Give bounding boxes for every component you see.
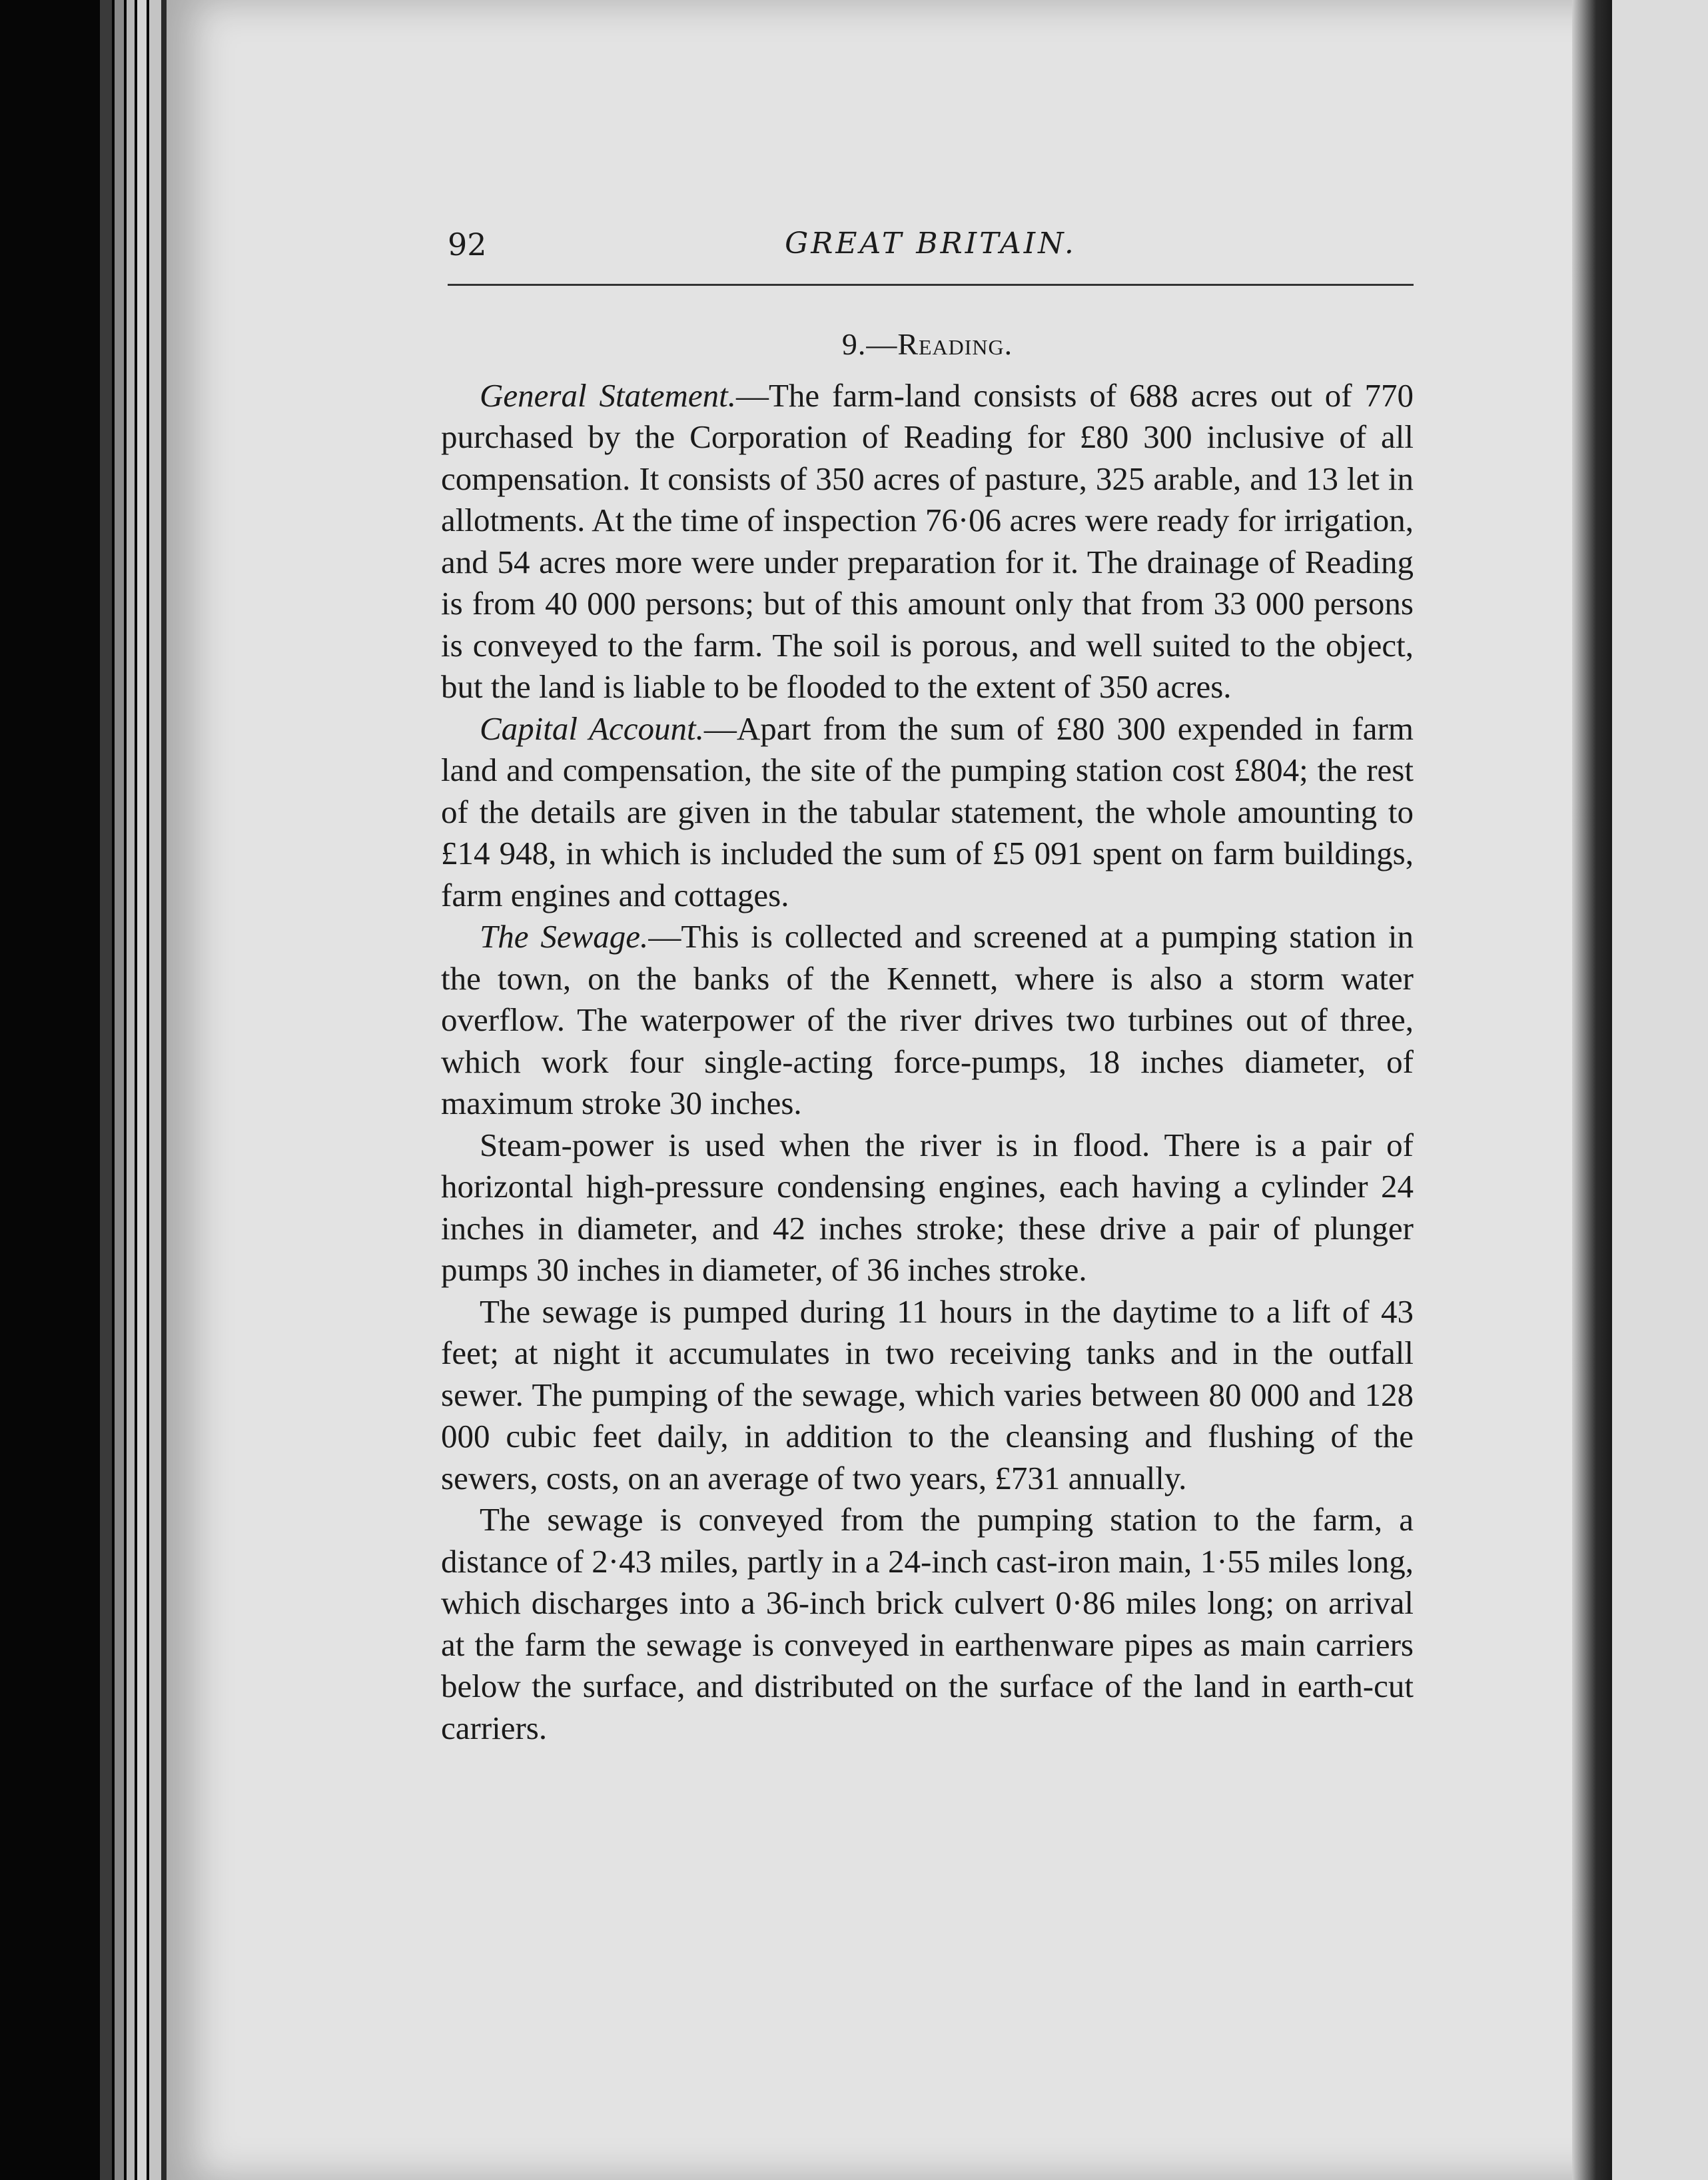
page-edge-shadow [161, 0, 167, 2180]
paragraph-text: The sewage is conveyed from the pumping station to the farm, a distance of 2·43 miles, partly in a 24-inch cast-iron main, 1·55 miles long, which discharges into a 36-inch brick culvert 0·86 miles long; on arrival at the farm the sewage is conveyed in earthenware pipes as main carriers below the surface, and distributed on the surface of the land in earth-cut carriers. [441, 1501, 1414, 1746]
page-number: 92 [448, 227, 487, 263]
header-rule [448, 284, 1414, 286]
facing-page-sliver [1612, 0, 1708, 2180]
paragraph-pumping [441, 1291, 1414, 1500]
paragraph-text: —Apart from the sum of £80 300 expended in farm land and compensation, the site of the pumping station cost £804; the rest of the details are given in the tabular statement, the whole amounting to £14 948, in which is included the sum of £5 091 spent on farm buildings, farm engines and cottages. [441, 710, 1414, 913]
page-edge [137, 0, 147, 2180]
section-title [441, 324, 1414, 366]
paragraph-capital-account [441, 708, 1414, 917]
running-head: GREAT BRITAIN. [785, 227, 1076, 261]
paragraph-general-statement [441, 375, 1414, 708]
page-body [441, 324, 1414, 1749]
page-edge [115, 0, 124, 2180]
section-number: 9.— [841, 327, 898, 361]
page-edge [127, 0, 135, 2180]
paragraph-text: The sewage is pumped during 11 hours in the daytime to a lift of 43 feet; at night it accumulates in two receiving tanks and in the outfall sewer. The pumping of the sewage, which varies between 80 000 and 128 000 cubic feet daily, in addition to the cleansing and flushing of the sewers, costs, on an average of two years, £731 annually. [441, 1293, 1414, 1496]
paragraph-text: Steam-power is used when the river is in flood. There is a pair of horizontal high-pressure condensing engines, each having a cylinder 24 inches in diameter, and 42 inches stroke; these drive a pair of plunger pumps 30 inches in diameter, of 36 inches stroke. [441, 1126, 1414, 1288]
paragraph-text: —This is collected and screened at a pumping station in the town, on the banks of the Kennett, where is also a storm water overflow. The waterpower of the river drives two turbines out of three, which work four single-acting force-pumps, 18 inches diameter, of maximum stroke 30 inches. [441, 918, 1414, 1121]
section-name: Reading. [897, 327, 1013, 361]
paragraph-lead: General Statement. [480, 376, 736, 414]
page-edge [100, 0, 112, 2180]
page-header [448, 227, 1414, 286]
gutter-shadow [1572, 0, 1612, 2180]
page-edge [149, 0, 161, 2180]
paragraph-conveyance [441, 1499, 1414, 1749]
paragraph-steam-power [441, 1125, 1414, 1291]
paragraph-the-sewage [441, 916, 1414, 1125]
paragraph-lead: Capital Account. [480, 710, 704, 747]
paragraph-lead: The Sewage. [480, 918, 649, 955]
paragraph-text: —The farm-land consists of 688 acres out of 770 purchased by the Corporation of Reading for £80 300 inclusive of all compensation. It consists of 350 acres of pasture, 325 arable, and 13 let in allotments. At the time of inspection 76·06 acres were ready for irrigation, and 54 acres more were under preparation for it. The drainage of Reading is from 40 000 persons; but of this amount only that from 33 000 persons is conveyed to the farm. The soil is porous, and well suited to the object, but the land is liable to be flooded to the extent of 350 acres. [441, 376, 1414, 705]
